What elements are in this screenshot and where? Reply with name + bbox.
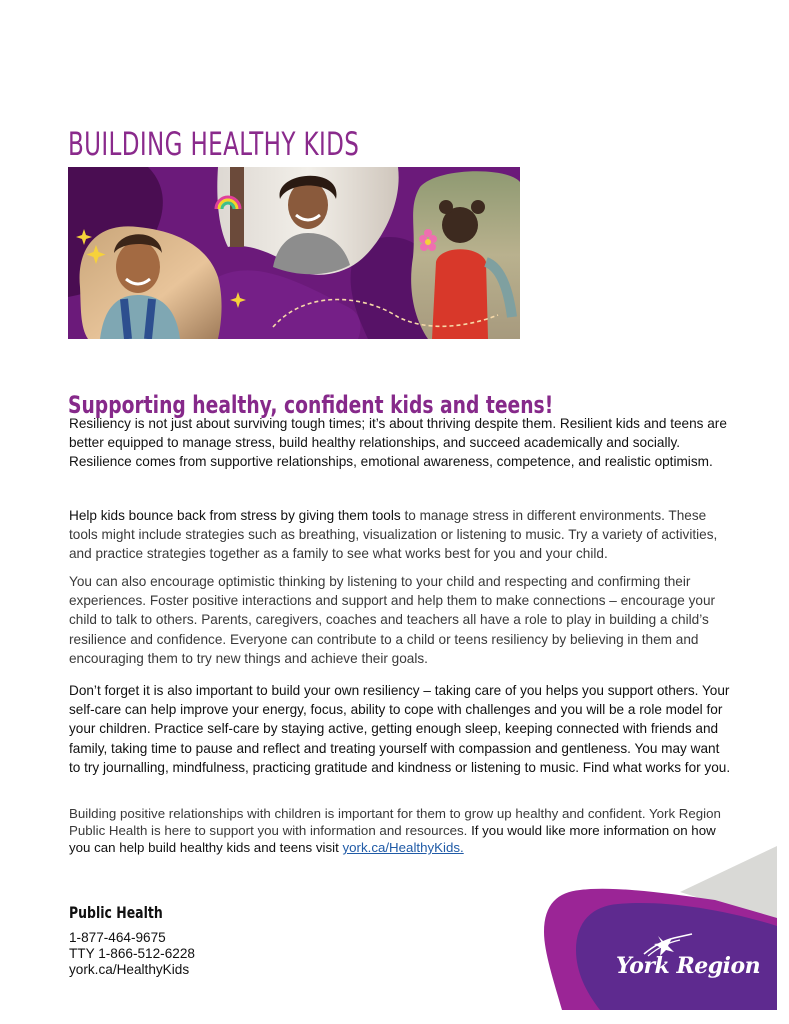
contact-phone: 1-877-464-9675 (69, 930, 166, 945)
contact-block (69, 903, 195, 977)
paragraph-resiliency: Resiliency is not just about surviving tough times; it’s about thriving despite them. Resilient kids and teens are better equipped to manage stress, build healthy relationships, and succeed academically and socially. Resilience comes from supportive relationships, emotional awareness, competence, and realistic optimism. (69, 416, 727, 470)
closing-part-2: If you would like more information on how you can help build healthy kids and teens visit (69, 823, 716, 855)
contact-website: york.ca/HealthyKids (69, 961, 190, 977)
contact-title: Public Health (69, 903, 163, 922)
paragraph-optimistic-thinking: You can also encourage optimistic thinking by listening to your child and respecting and confirming their experiences. Foster positive interactions and support and help them to make connections – encourage your child to talk to others. Parents, caregivers, coaches and teachers all have a role to play in building a child’s resilience and confidence. Everyone can contribute to a child or teens resiliency by believing in them and encouraging them to try new things and achieve their goals. (69, 574, 716, 666)
healthy-kids-link[interactable]: york.ca/HealthyKids. (342, 840, 464, 855)
york-region-logo-panel (540, 842, 780, 1014)
section-heading: Supporting healthy, confident kids and teens! (68, 390, 554, 419)
contact-tty: TTY 1-866-512-6228 (69, 945, 195, 961)
paragraph-tools-rest: to manage stress in different environments. These tools might include strategies such as breathing, visualization or listening to music. Try a variety of activities, and practice strategies together as a family to see what works best for you and your child. (69, 508, 718, 562)
page-title: BUILDING HEALTHY KIDS (68, 125, 360, 164)
closing-part-1: Building positive relationships with children is important for them to grow up healthy and confident. York Region Public Health is here to support you with information and resources. (69, 806, 721, 838)
york-region-logo-text: York Region (616, 953, 761, 979)
paragraph-tools (69, 506, 734, 564)
hero-banner-image (68, 167, 520, 339)
paragraph-self-care: Don’t forget it is also important to build your own resiliency – taking care of you helps you support others. Your self-care can help improve your energy, focus, ability to cope with challenges and you will be a role model for your children. Practice self-care by staying active, getting enough sleep, keeping connected with friends and family, taking time to pause and reflect and treating yourself with compassion and gentleness. You may want to try journalling, mindfulness, practicing gratitude and kindness or listening to music. Find what works for you. (69, 683, 731, 775)
paragraph-tools-lead: Help kids bounce back from stress by giving them tools (69, 508, 401, 523)
